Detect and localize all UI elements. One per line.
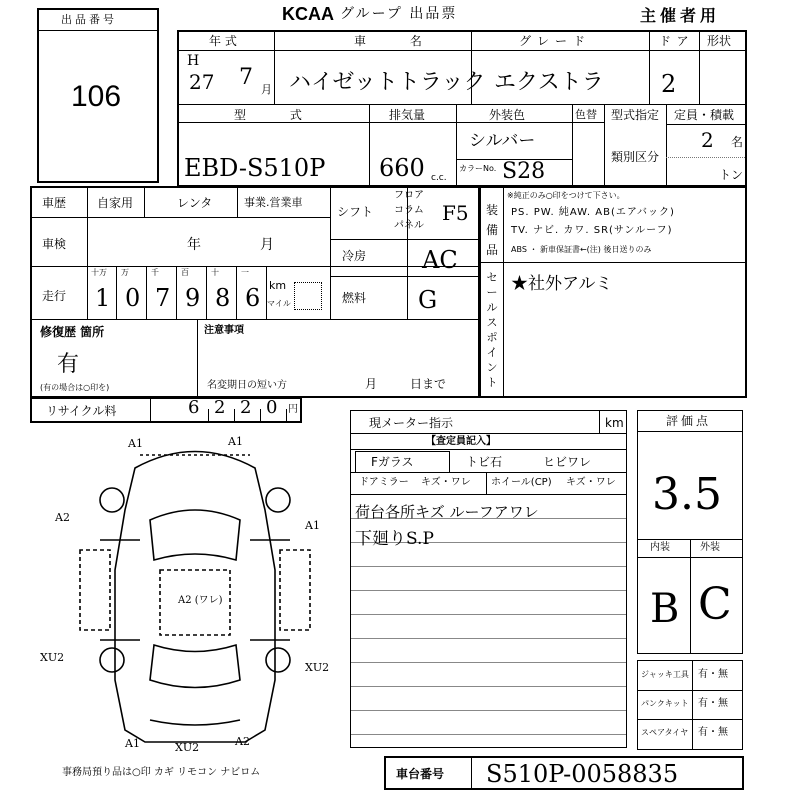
history-option-private: 自家用 xyxy=(97,196,134,210)
equipment-row-3: ABS ・ 新車保証書←(注) 後日送りのみ xyxy=(511,245,652,254)
ac-value: AC xyxy=(422,246,458,274)
exterior-label: 外装 xyxy=(700,542,720,553)
history-option-rental: レンタ xyxy=(177,196,213,210)
mark-10: A2 xyxy=(235,735,250,748)
mileage-digit: 1 xyxy=(95,284,111,312)
mileage-digit-cell xyxy=(237,266,267,319)
history-label: 車歴 xyxy=(42,196,67,210)
recycle-digit: 6 xyxy=(188,397,200,418)
interior-grade: B xyxy=(650,586,680,632)
mileage-digit: 8 xyxy=(215,284,231,312)
copy-label: 主催者用 xyxy=(640,6,721,25)
evaluation-box xyxy=(637,410,743,654)
deadline-month: 月 xyxy=(365,377,378,391)
grade-label: グレード xyxy=(519,34,592,48)
mileage-digit-cell xyxy=(207,266,237,319)
sales-point-value: ★社外アルミ xyxy=(511,274,613,294)
mileage-place-label: 十 xyxy=(211,268,219,277)
month-suffix: 月 xyxy=(261,83,272,96)
inspector-note-1: 荷台各所キズ ルーフアワレ xyxy=(355,503,539,521)
mileage-place-label: 一 xyxy=(241,268,249,277)
mirror-options: キズ・ワレ xyxy=(421,477,471,488)
shape-label: 形状 xyxy=(707,34,732,48)
chassis-label: 車台番号 xyxy=(396,767,445,781)
mark-7: XU2 xyxy=(305,661,330,674)
year-label: 年 式 xyxy=(209,34,237,48)
form-title: グループ 出品票 xyxy=(340,6,458,22)
mark-6: XU2 xyxy=(40,651,65,664)
mark-3: A2 xyxy=(55,511,70,524)
inspector-note-2: 下廻りS.P xyxy=(355,529,434,549)
repair-note: (有の場合は○印を) xyxy=(40,383,110,392)
glass-option-crack: ヒビワレ xyxy=(543,455,592,469)
category-label: 類別区分 xyxy=(611,150,660,164)
capacity-value: 2 xyxy=(701,128,714,152)
inspector-label: 【査定員記入】 xyxy=(426,436,496,447)
equipment-label: 装備品 xyxy=(485,203,498,257)
shift-option-column: コラム xyxy=(394,205,424,216)
inspector-area xyxy=(350,410,627,748)
mileage-digit: 6 xyxy=(245,284,261,312)
tool-label: スペアタイヤ xyxy=(641,728,689,737)
door-value: 2 xyxy=(661,70,677,98)
glass-option-chip: トビ石 xyxy=(466,455,503,469)
chassis-box xyxy=(384,756,744,790)
lot-number-label: 出品番号 xyxy=(61,13,117,26)
recycle-box xyxy=(30,397,302,423)
name-label: 車 名 xyxy=(354,34,442,48)
shift-option-panel: パネル xyxy=(394,220,424,231)
recycle-grid xyxy=(182,399,292,421)
tools-box xyxy=(637,660,743,750)
score-label: 評価点 xyxy=(666,414,712,428)
mileage-label: 走行 xyxy=(42,289,67,303)
model-label: 型 式 xyxy=(234,108,322,122)
glass-label: Fガラス xyxy=(371,455,414,469)
mileage-digit-cell xyxy=(177,266,207,319)
repaint-label: 色替 xyxy=(575,108,597,121)
shift-value: F5 xyxy=(442,201,469,225)
fuel-label: 燃料 xyxy=(342,291,367,305)
lot-number-box xyxy=(37,8,159,183)
tool-value: 有・無 xyxy=(698,669,728,680)
score-value: 3.5 xyxy=(652,469,722,520)
ac-label: 冷房 xyxy=(342,249,367,263)
color-value: シルバー xyxy=(469,131,536,151)
meter-label: 現メーター指示 xyxy=(369,416,454,430)
color-code-label: カラーNo. xyxy=(459,164,497,173)
inspection-year-unit: 年 xyxy=(187,237,201,253)
deadline-label: 名変期日の短い方 xyxy=(207,380,287,391)
history-option-business: 事業.営業車 xyxy=(244,196,303,209)
month-value: 7 xyxy=(239,65,253,90)
year-era: H xyxy=(187,53,200,69)
inspection-month-unit: 月 xyxy=(260,237,274,253)
shift-option-floor: フロア xyxy=(394,190,424,201)
model-designation-label: 型式指定 xyxy=(611,108,660,122)
mileage-digit: 7 xyxy=(155,284,171,312)
model-value: EBD-S510P xyxy=(184,154,326,182)
capacity-person-unit: 名 xyxy=(731,135,744,149)
notes-label: 注意事項 xyxy=(204,325,244,336)
mile-checkbox xyxy=(294,282,322,310)
mileage-digit-cell xyxy=(87,266,117,319)
recycle-digit: 0 xyxy=(266,397,278,418)
mileage-mile-unit: マイル xyxy=(267,299,291,308)
repair-value: 有 xyxy=(57,352,80,377)
brand-logo: KCAA xyxy=(282,4,334,24)
vehicle-name: ハイゼットトラック xyxy=(289,70,486,95)
mileage-digit: 9 xyxy=(185,284,201,312)
recycle-digit: 2 xyxy=(214,397,226,418)
mileage-digit: 0 xyxy=(125,284,141,312)
equipment-table xyxy=(479,186,747,398)
color-label: 外装色 xyxy=(489,108,526,122)
mark-5: A2 (ワレ) xyxy=(178,595,223,606)
vehicle-info-table xyxy=(177,30,747,187)
mileage-digit-cell xyxy=(147,266,177,319)
chassis-number: S510P-0058835 xyxy=(486,760,679,788)
mark-9: XU2 xyxy=(175,741,200,754)
displacement-value: 660 xyxy=(379,154,425,182)
equipment-note: ※純正のみ○印をつけて下さい。 xyxy=(507,191,625,200)
recycle-digit: 2 xyxy=(240,397,252,418)
mileage-digit-cell xyxy=(117,266,147,319)
tool-label: ジャッキ工具 xyxy=(641,670,689,679)
mark-1: A1 xyxy=(128,437,143,450)
displacement-unit: c.c. xyxy=(431,173,447,183)
mileage-km-unit: km xyxy=(269,279,287,292)
tool-label: パンクキット xyxy=(641,699,689,708)
mileage-place-label: 十万 xyxy=(91,268,107,277)
mileage-place-label: 万 xyxy=(121,268,129,277)
wheel-label: ホイール(CP) xyxy=(491,477,552,488)
equipment-row-2: TV. ナビ. カワ. SR(サンルーフ) xyxy=(511,225,673,236)
interior-label: 内装 xyxy=(650,542,670,553)
equipment-row-1: PS. PW. 純AW. AB(エアバック) xyxy=(511,207,675,218)
inspection-label: 車検 xyxy=(42,237,67,251)
grade-value: エクストラ xyxy=(494,70,604,95)
mileage-place-label: 百 xyxy=(181,268,189,277)
sales-point-label: セールスポイント xyxy=(486,271,498,389)
history-table xyxy=(30,186,480,398)
recycle-label: リサイクル料 xyxy=(46,404,117,418)
repair-label: 修復歴 箇所 xyxy=(40,325,105,339)
displacement-label: 排気量 xyxy=(389,108,426,122)
capacity-ton-unit: トン xyxy=(719,168,744,182)
recycle-unit: 円 xyxy=(288,404,298,415)
office-note: 事務局預り品は○印 カギ リモコン ナビロム xyxy=(62,767,261,778)
deadline-day: 日まで xyxy=(410,377,447,391)
tool-value: 有・無 xyxy=(698,698,728,709)
capacity-label: 定員・積載 xyxy=(674,108,735,122)
mark-8: A1 xyxy=(125,737,140,750)
color-code: S28 xyxy=(502,159,546,184)
lot-number: 106 xyxy=(71,80,122,113)
exterior-grade: C xyxy=(698,579,732,630)
mark-2: A1 xyxy=(228,435,243,448)
year-value: 27 xyxy=(189,70,215,94)
mark-4: A1 xyxy=(305,519,320,532)
fuel-value: G xyxy=(418,286,438,314)
door-label: ドア xyxy=(659,34,695,48)
meter-unit: km xyxy=(605,416,624,430)
mileage-place-label: 千 xyxy=(151,268,159,277)
tool-value: 有・無 xyxy=(698,727,728,738)
shift-label: シフト xyxy=(337,205,374,219)
mirror-label: ドアミラー xyxy=(359,477,409,488)
wheel-options: キズ・ワレ xyxy=(566,477,616,488)
